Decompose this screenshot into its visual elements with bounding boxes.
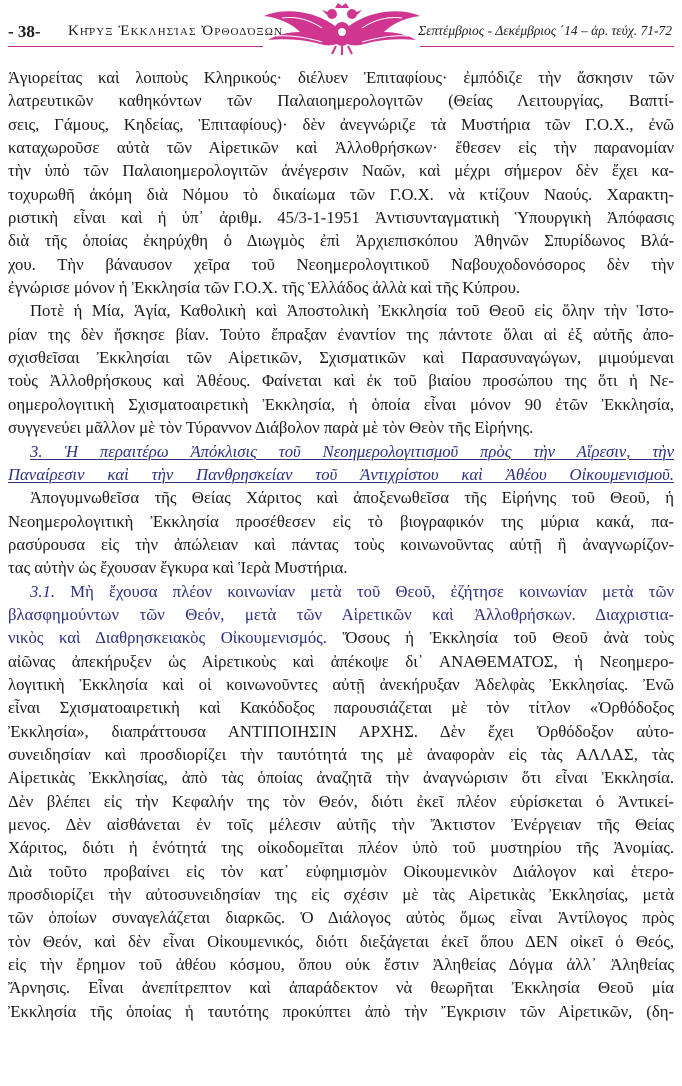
subsection-title: Μὴ ἔχουσα πλέον κοινωνίαν μετὰ τοῦ Θεοῦ, ἐζήτησε κοινωνίαν μετὰ τῶν [55,581,674,601]
section-heading: Παναίρεσιν καὶ τὴν Πανθρησκείαν τοῦ Ἀντιχρίστου καὶ Ἀθέου Οἰκουμενισμοῦ. [8,464,674,484]
text-line: τῶν ὁποίων συναγελάζεται διαρκῶς. Ὁ Διάλογος αὐτὸς ὅμως εἶναι Ἀντίλογος πρὸς [8,908,674,928]
subsection-title: βλασφημούντων τῶν Θεόν, μετὰ τῶν Αἱρετικῶν καὶ Ἀλλοθρήσκων. Διαχριστια- [8,604,674,624]
text-line: Ἀπογυμνωθεῖσα τῆς Θείας Χάριτος καὶ ἀποξενωθεῖσα τῆς Εἰρήνης τοῦ Θεοῦ, ἡ [30,488,674,508]
text-line: μενος. Δὲν αἰσθάνεται ἐν τοῖς μέλεσιν αὐτῆς τὴν Ἄκτιστον Ἐνέργειαν τῆς Θείας [8,815,674,834]
text-line: ἐγνώρισε μόνον ἡ Ἐκκλησία τῶν Γ.Ο.Χ. τῆς Ἑλλάδος ἀλλὰ καὶ τῆς Κύπρου. [8,278,521,298]
text-line: προσδιορίζει τὴν αὐτοσυνειδησίαν της εἰς σχέσιν μὲ τὰς Αἱρετικὰς Ἐκκλησίας, μετὰ [8,885,674,905]
text-line: σεις, Γάμους, Κηδείας, Ἐπιταφίους)· δὲν ἀνεγνώριζε τὰ Μυστήρια τῶν Γ.Ο.Χ., ἐνῶ [8,114,674,134]
subsection-heading-line [8,580,674,603]
subsection-title: νικὸς καὶ Διαθρησκειακὸς Οἰκουμενισμός. [8,628,327,648]
text-line: σχισθεῖσαι Ἐκκλησίαι τῶν Αἱρετικῶν, Σχισματικῶν καὶ Παρασυναγώγων, μιμούμεναι [8,348,674,368]
text-line: Ἁγιορείτας καὶ λοιποὺς Κληρικούς· διέλυεν Ἐπιταφίους· ἐμπόδιζε τὴν ἄσκησιν τῶν [8,68,674,87]
article-body [8,66,674,1023]
text-line: τὴν ὑπὸ τῶν Παλαιοημερολογιτῶν ἀνέγερσιν Ναῶν, καὶ μέχρι σήμερον δὲν ἔχει κα- [8,161,674,181]
text-line: τοὺς Ἀλλοθρήσκους καὶ Ἀθέους. Φαίνεται καὶ ἐκ τοῦ βιαίου προσώπου της ὅτι ἡ Νε- [8,371,674,391]
text-line: συγγενεύει μᾶλλον μὲ τὸν Τύραννον Διάβολον παρὰ μὲ τὸν Θεὸν τῆς Εἰρήνης. [8,418,534,438]
text-run: Ὅσους ἡ Ἐκκλησία τοῦ Θεοῦ ἀνὰ τοὺς [326,628,674,648]
subsection-number: 3.1. [30,581,56,601]
text-line: Ἐκκλησία», διαπράττουσα ΑΝΤΙΠΟΙΗΣΙΝ ΑΡΧΗΣ. Δὲν ἔχει Ὀρθόδοξον αὐτο- [8,721,674,741]
text-line: Αἱρετικὰς Ἐκκλησίας, ἀπὸ τὰς ὁποίας ἀναζητᾶ τὴν ἀναγνώρισιν ὅτι εἶναι Ἐκκλησία. [8,768,674,788]
double-headed-eagle-icon [262,2,422,56]
text-line: λογιτικὴ Ἐκκλησία καὶ οἱ κοινωνοῦντες αὐτῇ ἀνεκήρυξαν Ἀδελφὰς Ἐκκλησίας. Ἐνῶ [8,674,674,694]
header-rule-right [420,46,674,47]
text-line: αἰῶνας ἀπεκήρυξεν ὡς Αἱρετικοὺς καὶ ἀπέκοψε δι᾽ ΑΝΑΘΕΜΑΤΟΣ, ἡ Νεοημερο- [8,651,674,671]
journal-title: Κῆρυξ Ἐκκλησίας Ὀρθοδόξων [68,23,284,39]
text-line: Χάριτος, διότι ἡ ἑνότητά της οἰκοδομεῖται πλέον ὑπὸ τοῦ μυστηρίου τῆς Ἀνομίας. [8,838,674,858]
section-heading: 3. Ἡ περαιτέρω Ἀπόκλισις τοῦ Νεοημερολογιτισμοῦ πρὸς τὴν Αἵρεσιν, τὴν [30,441,674,461]
issue-info: Σεπτέμβριος - Δεκέμβριος ΄14 – ἀρ. τεύχ. 71-72 [418,23,672,38]
text-line: ρίαν της δὲν ἤσκησε βίαν. Τοὐτο ἔπραξαν ἐναντίον της πάντοτε ὅλαι αἱ ἐξ αὐτῆς ἀπο- [8,324,674,344]
text-line: τὸν Θεόν, καὶ δὲν εἶναι Οἰκουμενικός, διότι διεξάγεται ἐκεῖ ὅπου ΔΕΝ οἰκεῖ ὁ Θεός, [8,931,674,951]
text-line: Νεοημερολογιτικὴ Ἐκκλησία προσέθεσεν εἰς τὸ βιογραφικόν της μύρια κακά, πα- [8,511,674,531]
text-line: Ἐκκλησία τῆς ὁποίας ἡ ταυτότης προκύπτει ἀπὸ τὴν Ἔγκρισιν τῶν Αἱρετικῶν, (δη- [8,1001,674,1021]
text-line: Διὰ τοῦτο προβαίνει εἰς τὸν κατ᾽ εὐφημισμὸν Οἰκουμενικὸν Διάλογον καὶ ἑτερο- [8,861,674,881]
text-line: καταχωροῦσε αὐτὰ τῶν Αἱρετικῶν καὶ Ἀλλοθρήσκων· ἔθεσεν εἰς τὴν παρανομίαν [8,138,674,158]
text-line: εἶναι Σχισματοαιρετικὴ καὶ Κακόδοξος παρουσιάζεται μὲ τὸν τίτλον «Ὀρθόδοξος [8,698,674,718]
subsection-heading-line [8,626,674,649]
page-header [0,0,682,60]
text-line: χου. Τὴν βάναυσον χεῖρα τοῦ Νεοημερολογιτικοῦ Ναβουχοδονόσορος δὲν τὴν [8,254,674,274]
text-line: εἰς τὴν ἔρημον τοῦ ἀθέου κόσμου, ὅπου οὐκ ἔστιν Ἀληθείας Δόγμα ἀλλ᾽ Ἀληθείας [8,955,674,975]
text-line: λατρευτικῶν καθηκόντων τῶν Παλαιοημερολογιτῶν (Θείας Λειτουργίας, Βαπτί- [8,91,674,111]
text-line: τας αὐτὴν ὡς ἔχουσαν ἔγκυρα καὶ Ἱερὰ Μυστήρια. [8,558,348,578]
text-line: Ἄρνησις. Εἶναι ἀνεπίτρεπτον καὶ ἀπαράδεκτον νὰ θεωρῆται Ἐκκλησία Θεοῦ μία [8,978,674,998]
text-line: διὰ τῆς ὁποίας ἐκηρύχθη ὁ Διωγμὸς ἐπὶ Ἀρχιεπισκόπου Ἀθηνῶν Σπυρίδωνος Βλά- [8,231,674,251]
text-line: Δὲν βλέπει εἰς τὴν Κεφαλήν της τὸν Θεόν, διότι ἐκεῖ πλέον εὑρίσκεται ὁ Ἀντικεί- [8,791,674,811]
text-line: τοχυρωθῆ ἀκόμη διὰ Νόμου τὸ δικαίωμα τῶν Γ.Ο.Χ. νὰ κτίζουν Ναούς. Χαρακτη- [8,184,674,204]
page-number: - 38- [8,22,41,41]
text-line: συνειδησίαν καὶ προσδιορίζει τὴν ταυτότητά της μὲ ἀναφορὰν εἰς τὰς ΑΛΛΑΣ, τὰς [8,744,674,764]
text-line: ρασύρουσα εἰς τὴν ἀπώλειαν καὶ πάντας τοὺς κοινωνοῦντας αὐτῇ ἢ ἀναγνωρίζον- [8,534,674,554]
text-line: οημερολογιτικὴ Σχισματοαιρετικὴ Ἐκκλησία, ἡ ὁποία εἶναι μόνον 90 ἐτῶν Ἐκκλησία, [8,394,674,414]
text-line: ριστικὴ εἶναι καὶ ἡ ὑπ᾽ ἀριθμ. 45/3-1-1951 Ἀντισυνταγματικὴ Ὑπουργικὴ Ἀπόφασις [8,208,674,228]
header-rule-left [8,46,263,47]
text-line: Ποτὲ ἡ Μία, Ἁγία, Καθολικὴ καὶ Ἀποστολικὴ Ἐκκλησία τοῦ Θεοῦ εἰς ὅλην τὴν Ἱστο- [30,301,674,321]
